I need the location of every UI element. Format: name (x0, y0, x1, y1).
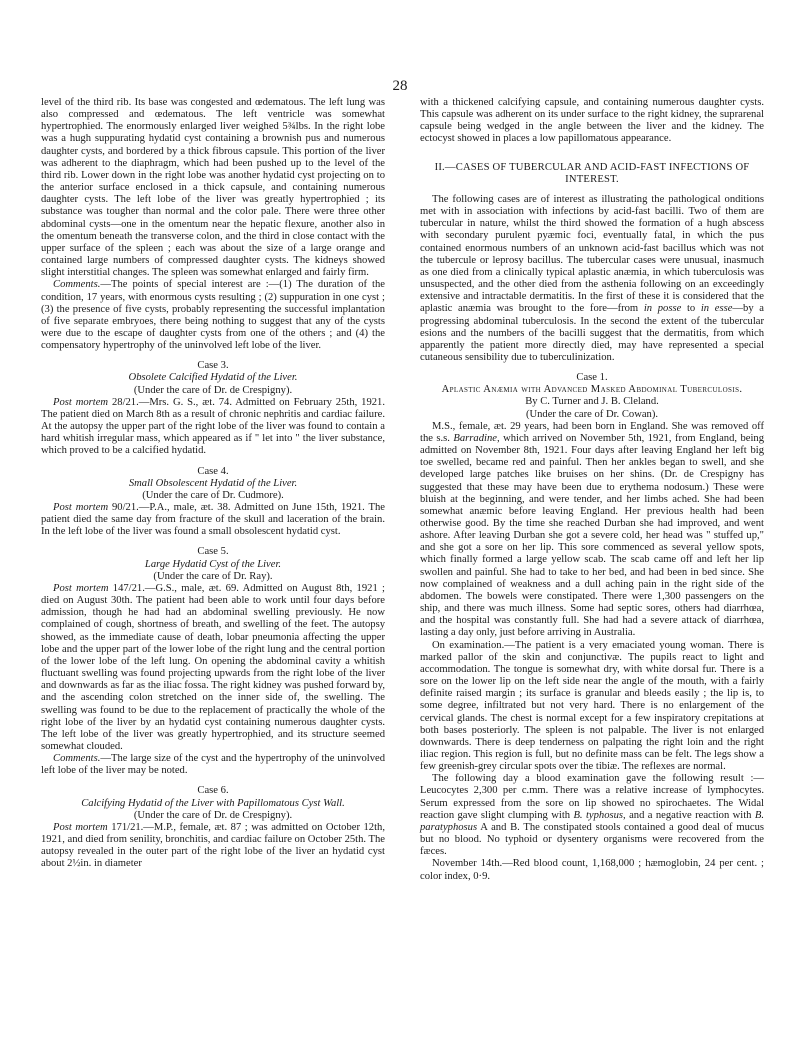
post-mortem-label: Post mortem (53, 502, 109, 513)
post-mortem-label: Post mortem (53, 582, 109, 594)
comments-text: —The points of special interest are :—(1) The duration of the condition, 17 years, with enormous cysts resulting ; (2) suppuration in one cyst ; (3) the presence of five cysts, probably representing the successful implantation of five separate embryoes, there being nothing to suggest that any of the cysts were due to the escape of daughter cysts from one of the others ; and (4) the compensatory hypertrophy of the uninvolved left lobe of the liver. (41, 279, 385, 352)
case-care: (Under the care of Dr. de Crespigny). (133, 384, 293, 396)
case-title: Obsolete Calcified Hydatid of the Liver. (128, 372, 298, 384)
paragraph: level of the third rib. Its base was congested and œdematous. The left lung was also compressed and œdematous. The left ventricle was somewhat hypertrophied. The enormously enlarged liver weighed 5¾lbs. In the right lobe was a hugh suppurating hydatid cyst containing a brownish pus and numerous daughter cysts, and bordered by a thick fibrous capsule. This portion of the liver was adherent to the diaphragm, which had been pushed up to the level of the third rib. Lower down in the right lobe was another hydatid cyst projecting on to the anterior surface enclosed in a thick capsule, and containing numerous daughter cysts. The left lobe of the liver was greatly hypertrophied ; its substance was tougher than normal and the color pale. There were three other abdominal cysts—one in the omentum near the hepatic flexure, another also in the omentum beneath the transverse colon, and the third in close contact with the upper surface of the spleen ; each was about the size of a large orange and contained large numbers of compressed daughter cysts. The kidneys showed slight interstitial changes. The spleen was somewhat enlarged and fairly firm. (41, 97, 385, 279)
comments-paragraph (41, 279, 385, 352)
case-title: Small Obsolescent Hydatid of the Liver. (128, 477, 298, 489)
case-care: (Under the care of Dr. Cudmore). (142, 489, 284, 501)
page-number: 28 (392, 78, 408, 94)
case-care: (Under the care of Dr. Ray). (153, 570, 273, 582)
case-number: Case 6. (197, 785, 229, 797)
comments-label: Comments. (53, 753, 101, 765)
case-number: Case 4. (197, 465, 229, 477)
ship-name: Barradine, (453, 432, 500, 444)
case-paragraph: Post mortem 147/21.—G.S., male, æt. 69. Admitted on August 8th, 1921 ; died on August 30th. The patient had been able to work until four days before admission, though he had had an abdominal swelling previously. He now complained of cough, shortness of breath, and swelling of the feet. The autopsy showed, as the immediate cause of death, lobar pneumonia affecting the upper lobe and the upper part of the lower lobe of the right lung and the central portion of the lower lobe of the left lung. On opening the abdominal cavity a whitish fluctuant swelling was found projecting upwards from the right lobe of the liver and downwards as far as the iliac fossa. The right kidney was pushed forward by, and the ascending colon stretched on the inner side of, the swelling. The swelling was found to be due to the replacement of practically the whole of the right lobe of the liver by an hydatid cyst containing numerous daughter cysts. The left lobe of the liver was greatly hypertrophied, and its structure seemed somewhat clouded. (41, 582, 385, 752)
case-paragraph: M.S., female, æt. 29 years, had been born in England. She was removed off the s.s. Barradine, which arrived on November 5th, 1921, from England, being admitted on November 8th, 1921. Four days after leaving England her left big toe swelled, became red and painful. Then her ankles began to swell, and she developed large patches like bruises on her shins. (Dr. de Crespigny has suggested that these may have been due to erythema nodosum.) These were bluish at the beginning, and were tender, and her limbs ached. She had been somewhat anæmic before leaving England. Her previous health had been otherwise good. By the time she reached Durban she had improved, and went ashore. After leaving Durban she got a severe cold, her head was " stuffed up," and she got a sore on her lip. This sore commenced as several yellow spots, which finally formed a large yellow scab. The scab came off and left her lip swollen and painful. She had to take to her bed, and had been in bed since. She now complained of weakness and a dull aching pain in the right side of the abdomen. The bowels were constipated. There were 1,300 passengers on the ship, and there was much illness. Some had septic sores, others had diarrhœa, and the hospital was constantly full. She had had a severe attack of diarrhœa, lasting a day only, just before arriving in Australia. (420, 420, 765, 639)
post-mortem-label: Post mortem (53, 821, 108, 833)
left-column (41, 97, 385, 871)
case-care: (Under the care of Dr. Cowan). (525, 408, 659, 420)
case-authors: By C. Turner and J. B. Cleland. (525, 396, 659, 408)
section-heading: II.—CASES OF TUBERCULAR AND ACID-FAST INFECTIONS OF INTEREST. (434, 161, 750, 185)
section-paragraph: The following cases are of interest as illustrating the pathological onditions met with in association with infections by acid-fast bacilli. Two of them are tubercular in nature, whilst the third showed the formation of a hugh abscess with secondary purulent pyæmic foci, eventually fatal, in which the pus contained enormous numbers of an unknown acid-fast bacillus which was not the tubercule or leprosy bacillus. The tubercular cases were unusual, inasmuch as one died from a clinically typical aplastic anæmia, in which tuberculosis was unsuspected, and the other died from the asthenia following on an exceedingly extensive and intractable dermatitis. In the first of these it is considered that the aplastic anæmia was brought to the fore—from in posse to in esse—by a progressing abdominal tuberculosis. In the second the extent of the tubercular esions and the numbers of the bacilli suggest that the dermatitis, from which apparently the patient more directly died, may have represented a special cutaneous sensibility due to tuberculinization. (420, 193, 764, 363)
case-paragraph: November 14th.—Red blood count, 1,168,000 ; hæmoglobin, 24 per cent. ; color index, 0·9. (420, 858, 764, 882)
case-paragraph: Post mortem 171/21.—M.P., female, æt. 87 ; was admitted on October 12th, 1921, and died from senility, bronchitis, and cardiac failure on October 25th. The autopsy revealed in the outer part of the right lobe of the liver an hydatid cyst about 2½in. in diameter (41, 821, 385, 870)
post-mortem-label: Post mortem (53, 396, 109, 408)
case-paragraph: On examination.—The patient is a very emaciated young woman. There is marked pallor of the skin and conjunctivæ. The pupils react to light and accommodation. The tongue is somewhat dry, with white dorsal fur. There is a sore on the lower lip on the left side near the angle of the mouth, with a fairly definite raised margin ; its surface is granular and bleeds easily ; the lip is, to some degree, infiltrated but not very hard. There is no enlargement of the cervical glands. The chest is normal except for a few inspiratory crepitations at both bases posteriorly. The spleen is not palpable. The liver is not enlarged downwards. There is deep tenderness on palpating the right loin and the right iliac region. This region is full, but no definite mass can be felt. The legs show a few greenish-grey circular spots over the tibiæ. The reflexes are normal. (420, 639, 764, 773)
case-number: Case 1. (576, 372, 608, 384)
case-care: (Under the care of Dr. de Crespigny). (133, 809, 293, 821)
case-number: Case 5. (197, 546, 229, 558)
comments-label: Comments. (53, 279, 101, 291)
case-title: Aplastic Anæmia with Advanced Masked Abdominal Tuberculosis. (441, 384, 743, 396)
comments-text: —The large size of the cyst and the hypertrophy of the uninvolved left lobe of the liver may be noted. (41, 753, 385, 777)
case-paragraph: Post mortem 28/21.—Mrs. G. S., æt. 74. Admitted on February 25th, 1921. The patient died on March 8th as a result of chronic nephritis and cardiac failure. At the autopsy the upper part of the right lobe of the liver was found to contain a hard whitish irregular mass, which appeared as if " let into " the liver substance, which proved to be a calcified hydatid. (41, 396, 385, 457)
case-paragraph: The following day a blood examination gave the following result :—Leucocytes 2,300 per c.mm. There was a relative increase of lymphocytes. Serum expressed from the sore on lip showed no spirochaetes. The Widal reaction gave slight clumping with B. typhosus, and a negative reaction with B. paratyphosus A and B. The constipated stools contained a good deal of mucus but no blood. No typhoid or dysentery organisms were recovered from the fæces. (420, 773, 764, 858)
comments-paragraph (41, 753, 385, 777)
case-title: Calcifying Hydatid of the Liver with Papillomatous Cyst Wall. (81, 797, 345, 809)
case-number: Case 3. (197, 360, 229, 372)
case-paragraph: Post mortem 90/21.—P.A., male, æt. 38. Admitted on June 15th, 1921. The patient died the same day from fracture of the skull and laceration of the brain. In the left lobe of the liver was found a small obsolescent hydatid cyst. (41, 502, 385, 538)
case-title: Large Hydatid Cyst of the Liver. (144, 558, 282, 570)
paragraph: with a thickened calcifying capsule, and containing numerous daughter cysts. This capsule was adherent on its under surface to the right kidney, the suprarenal capsule being wedged in the angle between the liver and the kidney. The ectocyst showed in places a low papillomatous appearance. (420, 97, 764, 145)
right-column (420, 97, 764, 883)
